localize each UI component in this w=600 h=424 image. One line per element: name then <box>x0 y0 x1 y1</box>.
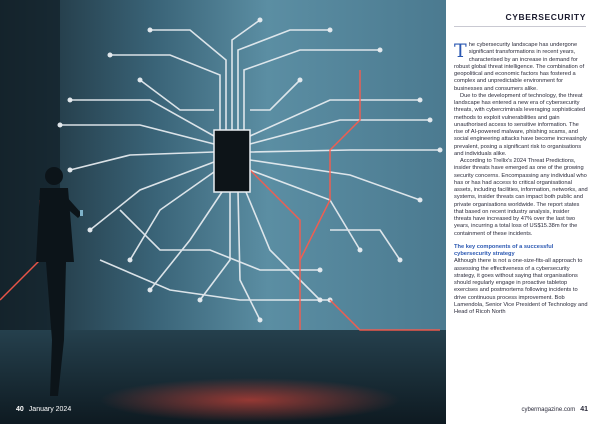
section-divider <box>454 26 586 27</box>
right-site-url: cybermagazine.com <box>521 407 576 413</box>
left-page-folio <box>16 406 71 413</box>
article-paragraph-3: According to Trellix's 2024 Threat Predictions, insider threats have emerged as one of the growing security concerns. Encompassing any individual who has or has had access to critical organisational assets, including facilities, information, networks, and systems, insider threats can impact both public and private organisations worldwide. The report states that based on recent industry analysis, insider threats have increased by 47% over the last two years, incurring a total loss of US$15.38m for the containment of these incidents. <box>454 158 588 237</box>
article-subheading: The key components of a successful cybersecurity strategy <box>454 243 554 257</box>
article-body <box>454 42 588 316</box>
article-paragraph-1 <box>454 42 588 93</box>
left-page-number: 40 <box>16 406 24 413</box>
section-label: CYBERSECURITY <box>505 12 586 22</box>
left-page-date: January 2024 <box>28 406 72 413</box>
right-page-number: 41 <box>580 406 588 413</box>
cpu-chip <box>214 130 250 192</box>
right-page-folio <box>522 406 589 413</box>
article-page <box>446 0 600 424</box>
article-paragraph-4: Although there is not a one-size-fits-all approach to assessing the effectiveness of a cybersecurity strategy, it goes without saying that organisations should regularly engage in proactive tabletop exercises and postmortems following incidents to drive continuous process improvement. Bob Lamendola, Senior Vice President of Technology and Head of Ricoh North <box>454 258 588 315</box>
article-paragraph-2: Due to the development of technology, the threat landscape has entered a new era of cybersecurity threats, with cybercriminals leveraging sophisticated methods to exploit vulnerabilities and gain unauthorised access to sensitive information. The rise of AI-powered malware, phishing scams, and social engineering attacks have become increasingly prevalent, posing a significant risk to organisations and individuals alike. <box>454 92 587 157</box>
drop-cap: T <box>454 40 467 62</box>
paragraph-1-text: he cybersecurity landscape has undergone significant transformations in recent years, characterised by an increase in demand for robust global threat intelligence. The combination of geopolitical and economic factors has fostered a complex and unpredictable environment for businesses and consumers alike. <box>454 42 585 92</box>
